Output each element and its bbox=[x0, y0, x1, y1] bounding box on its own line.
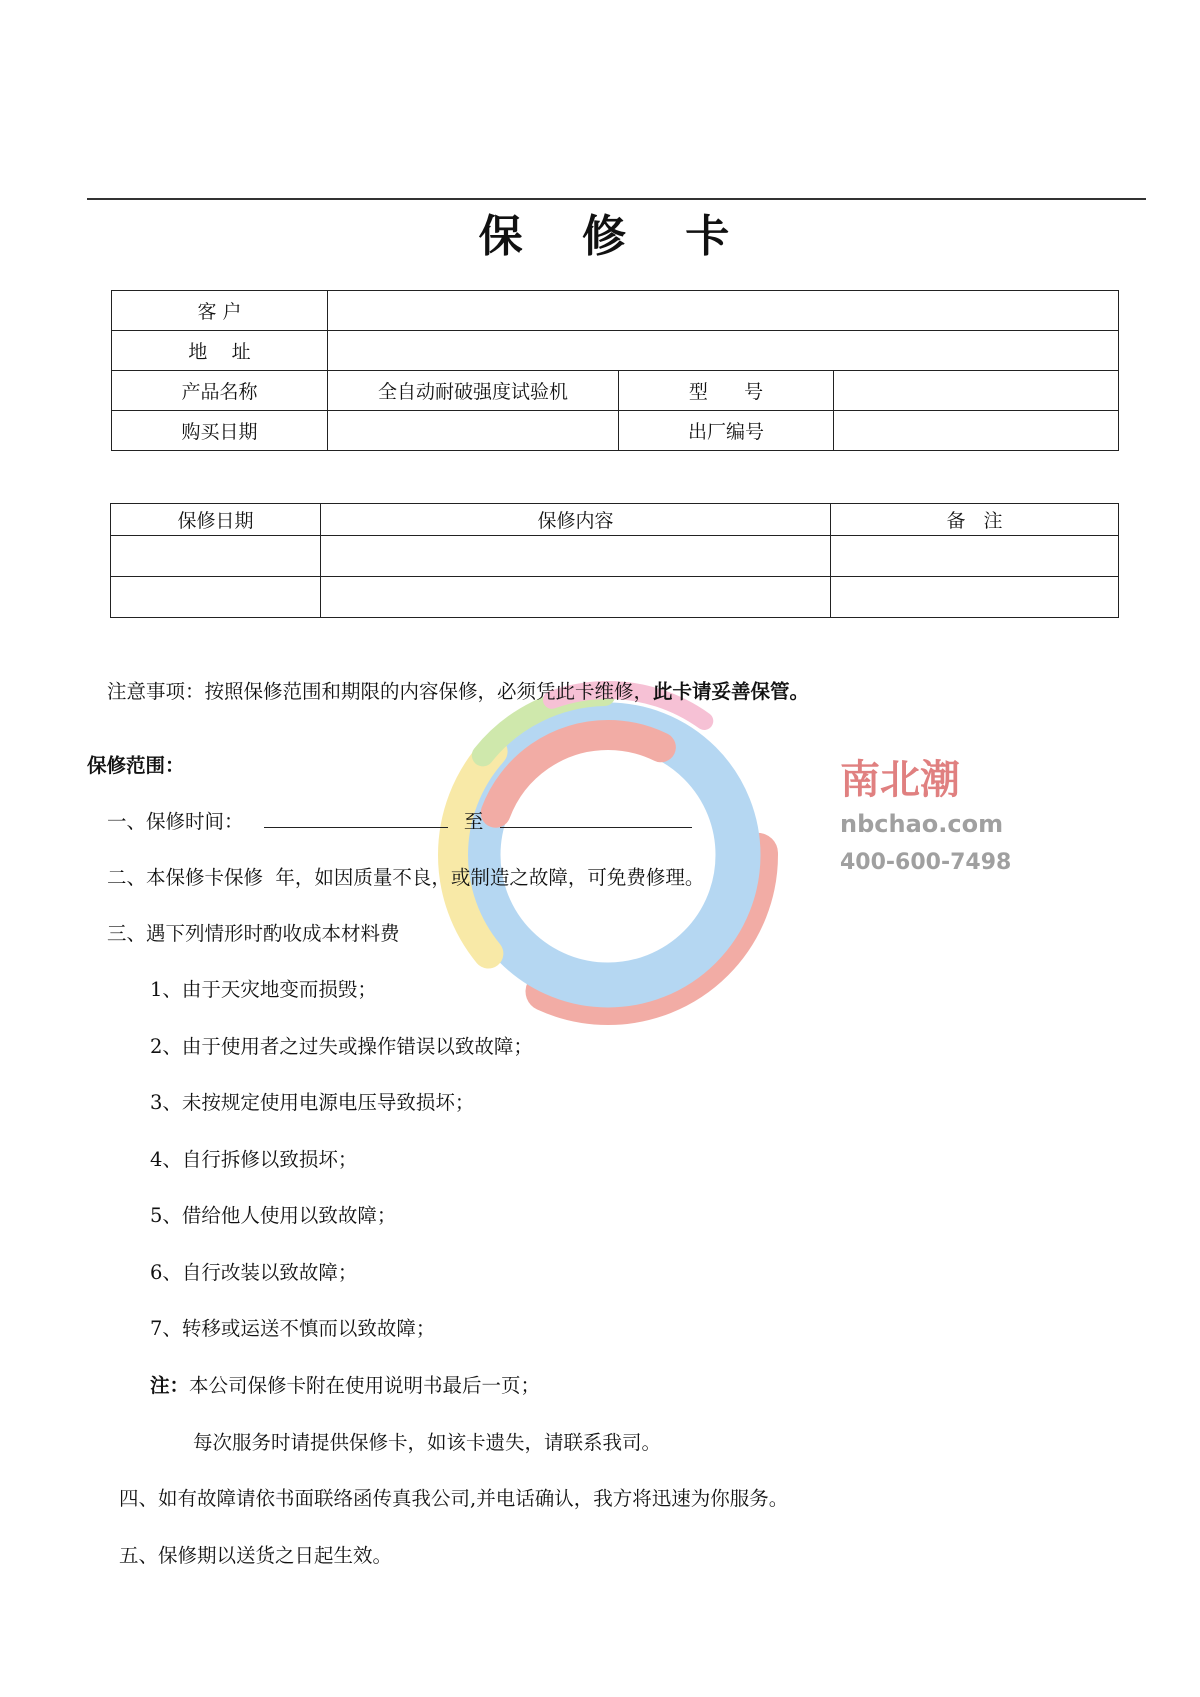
header-repair-date: 保修日期 bbox=[111, 504, 321, 536]
table-row bbox=[111, 536, 1119, 577]
notice-bold: 此卡请妥善保管。 bbox=[653, 680, 810, 703]
sub-item: 7、转移或运送不慎而以致故障； bbox=[150, 1317, 436, 1340]
model-field[interactable] bbox=[834, 371, 1119, 411]
scope-item-3: 三、遇下列情形时酌收成本材料费 bbox=[107, 922, 400, 945]
warranty-period bbox=[107, 805, 692, 834]
product-name-value: 全自动耐破强度试验机 bbox=[328, 371, 619, 411]
scope-item-2: 二、本保修卡保修 年，如因质量不良，或制造之故障，可免费修理。 bbox=[107, 866, 705, 889]
notice bbox=[107, 676, 809, 704]
serial-field[interactable] bbox=[834, 411, 1119, 451]
watermark-brand: 南北潮 bbox=[840, 756, 960, 803]
model-label: 型 号 bbox=[619, 371, 834, 411]
sub-item: 5、借给他人使用以致故障； bbox=[150, 1204, 397, 1227]
sub-item: 1、由于天灾地变而损毁； bbox=[150, 978, 377, 1001]
period-to-label: 至 bbox=[463, 810, 484, 833]
repair-table bbox=[110, 503, 1119, 618]
notice-text: 注意事项：按照保修范围和期限的内容保修，必须凭此卡维修， bbox=[107, 680, 654, 703]
sub-item: 6、自行改装以致故障； bbox=[150, 1261, 358, 1284]
scope-item-5: 五、保修期以送货之日起生效。 bbox=[119, 1544, 393, 1567]
watermark-phone: 400-600-7498 bbox=[840, 850, 1012, 875]
watermark-site: nbchao.com bbox=[840, 810, 1004, 838]
serial-label: 出厂编号 bbox=[619, 411, 834, 451]
warranty-period-label: 一、保修时间： bbox=[107, 810, 244, 833]
scope-item-4: 四、如有故障请依书面联络函传真我公司,并电话确认，我方将迅速为你服务。 bbox=[119, 1487, 789, 1510]
header-remarks: 备 注 bbox=[831, 504, 1119, 536]
repair-date-cell[interactable] bbox=[111, 536, 321, 577]
customer-field[interactable] bbox=[328, 291, 1119, 331]
sub-item: 2、由于使用者之过失或操作错误以致故障； bbox=[150, 1035, 533, 1058]
remarks-cell[interactable] bbox=[831, 536, 1119, 577]
purchase-date-label: 购买日期 bbox=[112, 411, 328, 451]
repair-content-cell[interactable] bbox=[321, 536, 831, 577]
customer-label: 客 户 bbox=[112, 291, 328, 331]
address-field[interactable] bbox=[328, 331, 1119, 371]
repair-date-cell[interactable] bbox=[111, 577, 321, 618]
sub-item: 3、未按规定使用电源电压导致损坏； bbox=[150, 1091, 475, 1114]
period-end-field[interactable] bbox=[500, 805, 692, 828]
scope-heading: 保修范围： bbox=[87, 754, 185, 777]
watermark-logo bbox=[418, 655, 798, 1055]
sub-item: 4、自行拆修以致损坏； bbox=[150, 1148, 358, 1171]
table-row bbox=[111, 577, 1119, 618]
scope-note bbox=[150, 1370, 540, 1398]
address-label: 地 址 bbox=[112, 331, 328, 371]
header-repair-content: 保修内容 bbox=[321, 504, 831, 536]
purchase-date-field[interactable] bbox=[328, 411, 619, 451]
note-label: 注： bbox=[150, 1374, 190, 1397]
page-title: 保 修 卡 bbox=[478, 211, 752, 262]
repair-content-cell[interactable] bbox=[321, 577, 831, 618]
info-table bbox=[111, 290, 1119, 451]
product-name-label: 产品名称 bbox=[112, 371, 328, 411]
period-start-field[interactable] bbox=[264, 805, 448, 828]
note-text-2: 每次服务时请提供保修卡，如该卡遗失，请联系我司。 bbox=[193, 1431, 662, 1454]
remarks-cell[interactable] bbox=[831, 577, 1119, 618]
note-text: 本公司保修卡附在使用说明书最后一页； bbox=[189, 1374, 541, 1397]
